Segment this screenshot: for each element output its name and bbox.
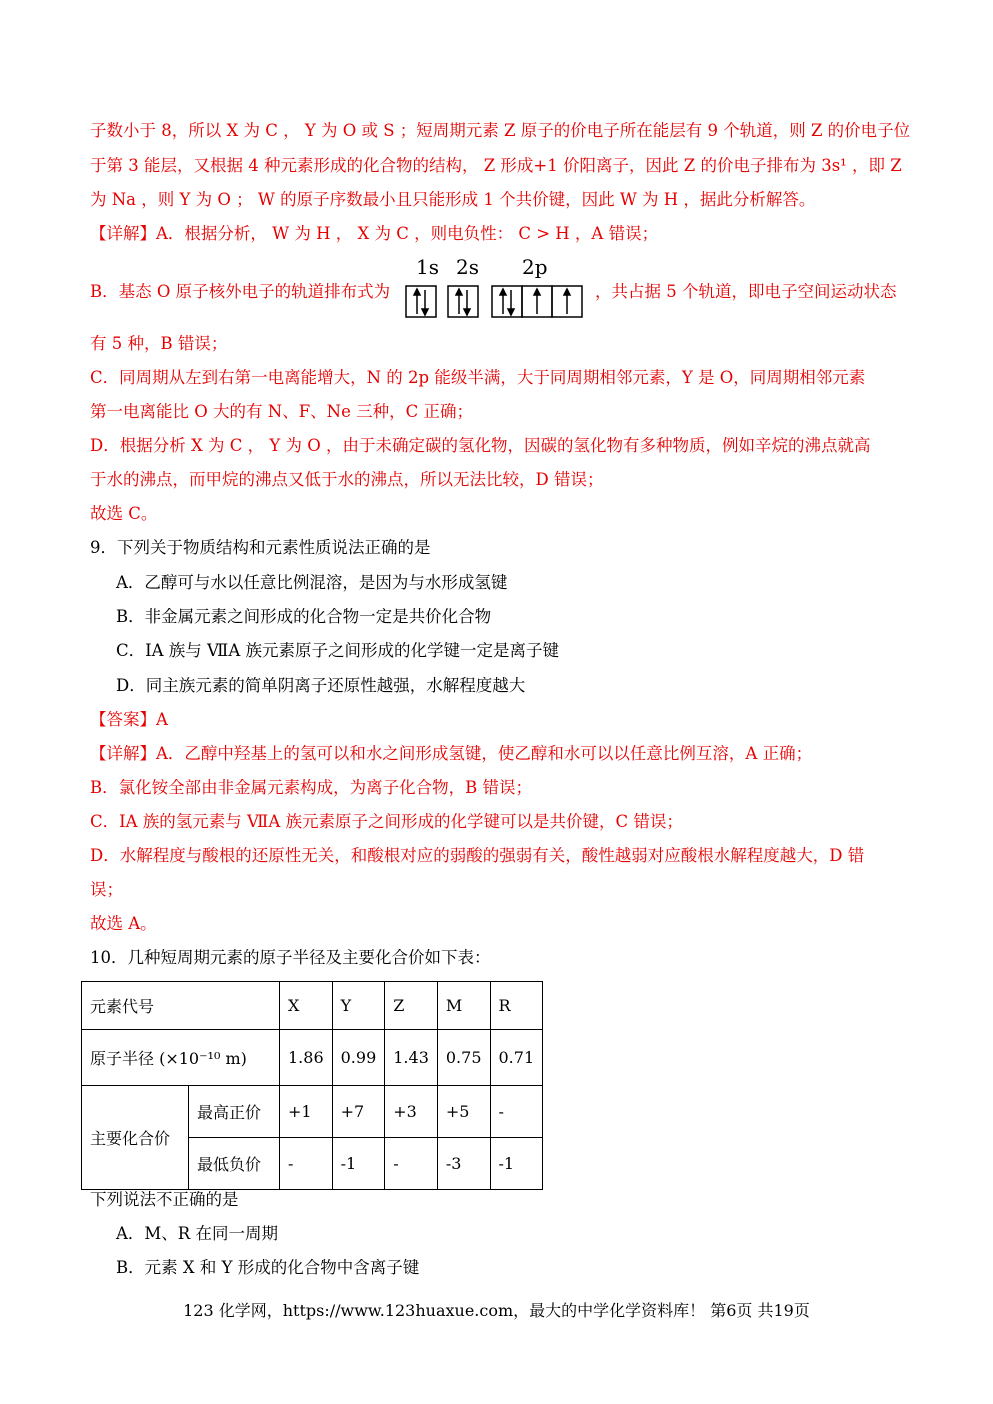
question-9: 9．下列关于物质结构和元素性质说法正确的是 bbox=[90, 538, 431, 557]
table-cell: - bbox=[385, 1138, 438, 1190]
question-9-option-a: A．乙醇可与水以任意比例混溶，是因为与水形成氢键 bbox=[116, 573, 508, 592]
table-header-cell: M bbox=[437, 982, 490, 1030]
page-footer: 123 化学网，https://www.123huaxue.com，最大的中学化学资料库！ 第6页 共19页 bbox=[183, 1301, 810, 1320]
table-cell: 0.75 bbox=[437, 1030, 490, 1086]
orbital-diagram-line bbox=[90, 258, 920, 322]
detail-line-d1: D．根据分析 X 为 C ， Y 为 O ，由于未确定碳的氢化物，因碳的氢化物有多种物质，例如辛烷的沸点就高 bbox=[90, 436, 871, 455]
table-header-cell: 元素代号 bbox=[82, 982, 280, 1030]
table-cell: - bbox=[490, 1086, 543, 1138]
table-cell: 1.86 bbox=[280, 1030, 333, 1086]
table-cell: -3 bbox=[437, 1138, 490, 1190]
detail-9-d2: 误； bbox=[90, 880, 123, 899]
max-label-cell: 最高正价 bbox=[189, 1086, 280, 1138]
question-9-option-c: C．ⅠA 族与 ⅦA 族元素原子之间形成的化学键一定是离子键 bbox=[116, 641, 560, 660]
table-row bbox=[82, 1030, 543, 1086]
analysis-line-3: 为 Na ，则 Y 为 O ； W 的原子序数最小且只能形成 1 个共价键，因此 W 为 H ，据此分析解答。 bbox=[90, 190, 816, 209]
detail-9-b: B．氯化铵全部由非金属元素构成，为离子化合物，B 错误； bbox=[90, 778, 532, 797]
table-cell: 0.99 bbox=[332, 1030, 385, 1086]
table-cell: +5 bbox=[437, 1086, 490, 1138]
detail-9-a: 【详解】A．乙醇中羟基上的氢可以和水之间形成氢键，使乙醇和水可以以任意比例互溶，A 正确； bbox=[90, 744, 813, 763]
orbital-box-2s bbox=[448, 286, 478, 317]
table-cell: 0.71 bbox=[490, 1030, 543, 1086]
table-cell: -1 bbox=[490, 1138, 543, 1190]
table-header-cell: Y bbox=[332, 982, 385, 1030]
question-10-option-b: B．元素 X 和 Y 形成的化合物中含离子键 bbox=[116, 1258, 420, 1277]
orbital-box-1s bbox=[406, 286, 436, 317]
table-cell: +7 bbox=[332, 1086, 385, 1138]
orbital-box-2p-1 bbox=[492, 286, 522, 317]
table-cell: +1 bbox=[280, 1086, 333, 1138]
detail-line-d2: 于水的沸点，而甲烷的沸点又低于水的沸点，所以无法比较，D 错误； bbox=[90, 470, 604, 489]
detail-9-c: C．ⅠA 族的氢元素与 ⅦA 族元素原子之间形成的化学键可以是共价键，C 错误； bbox=[90, 812, 683, 831]
detail-line-c1: C．同周期从左到右第一电离能增大，N 的 2p 能级半满，大于同周期相邻元素，Y 是 O，同周期相邻元素 bbox=[90, 368, 866, 387]
question-10-stem: 下列说法不正确的是 bbox=[90, 1190, 239, 1209]
table-cell: 1.43 bbox=[385, 1030, 438, 1086]
table-cell: - bbox=[280, 1138, 333, 1190]
analysis-line-1: 子数小于 8，所以 X 为 C ， Y 为 O 或 S ；短周期元素 Z 原子的价电子所在能层有 9 个轨道，则 Z 的价电子位 bbox=[90, 121, 911, 140]
detail-line-b2: 有 5 种，B 错误； bbox=[90, 334, 228, 353]
detail-line-a: 【详解】A．根据分析， W 为 H ， X 为 C ，则电负性： C > H ，A 错误； bbox=[90, 224, 659, 243]
element-table bbox=[81, 981, 543, 1190]
table-cell: -1 bbox=[332, 1138, 385, 1190]
conclusion-9: 故选 A。 bbox=[90, 914, 157, 933]
detail-line-c2: 第一电离能比 O 大的有 N、F、Ne 三种，C 正确； bbox=[90, 402, 473, 421]
question-10-option-a: A．M、R 在同一周期 bbox=[116, 1224, 278, 1243]
orbital-label-1s: 1s bbox=[416, 258, 439, 279]
question-9-option-b: B．非金属元素之间形成的化合物一定是共价化合物 bbox=[116, 607, 492, 626]
min-label-cell: 最低负价 bbox=[189, 1138, 280, 1190]
question-9-option-d: D．同主族元素的简单阴离子还原性越强，水解程度越大 bbox=[116, 676, 526, 695]
radius-label-cell: 原子半径 (×10⁻¹⁰ m) bbox=[82, 1030, 280, 1086]
table-header-cell: Z bbox=[385, 982, 438, 1030]
table-cell: +3 bbox=[385, 1086, 438, 1138]
table-row bbox=[82, 1086, 543, 1138]
orbital-text-after: ，共占据 5 个轨道，即电子空间运动状态 bbox=[595, 282, 897, 301]
detail-9-d1: D．水解程度与酸根的还原性无关，和酸根对应的弱酸的强弱有关，酸性越弱对应酸根水解程度越大，D 错 bbox=[90, 846, 865, 865]
orbital-label-2p: 2p bbox=[522, 258, 548, 279]
table-header-cell: X bbox=[280, 982, 333, 1030]
valence-label-cell: 主要化合价 bbox=[82, 1086, 189, 1190]
orbital-label-2s: 2s bbox=[456, 258, 479, 279]
answer-9: 【答案】A bbox=[90, 710, 168, 729]
table-header-cell: R bbox=[490, 982, 543, 1030]
analysis-line-2: 于第 3 能层，又根据 4 种元素形成的化合物的结构， Z 形成+1 价阳离子，因此 Z 的价电子排布为 3s¹ ，即 Z bbox=[90, 156, 902, 175]
conclusion-line: 故选 C。 bbox=[90, 504, 158, 523]
orbital-text-before: B．基态 O 原子核外电子的轨道排布式为 bbox=[90, 282, 391, 301]
question-10: 10．几种短周期元素的原子半径及主要化合价如下表： bbox=[90, 948, 491, 967]
table-row bbox=[82, 982, 543, 1030]
orbital-diagram bbox=[404, 258, 594, 322]
